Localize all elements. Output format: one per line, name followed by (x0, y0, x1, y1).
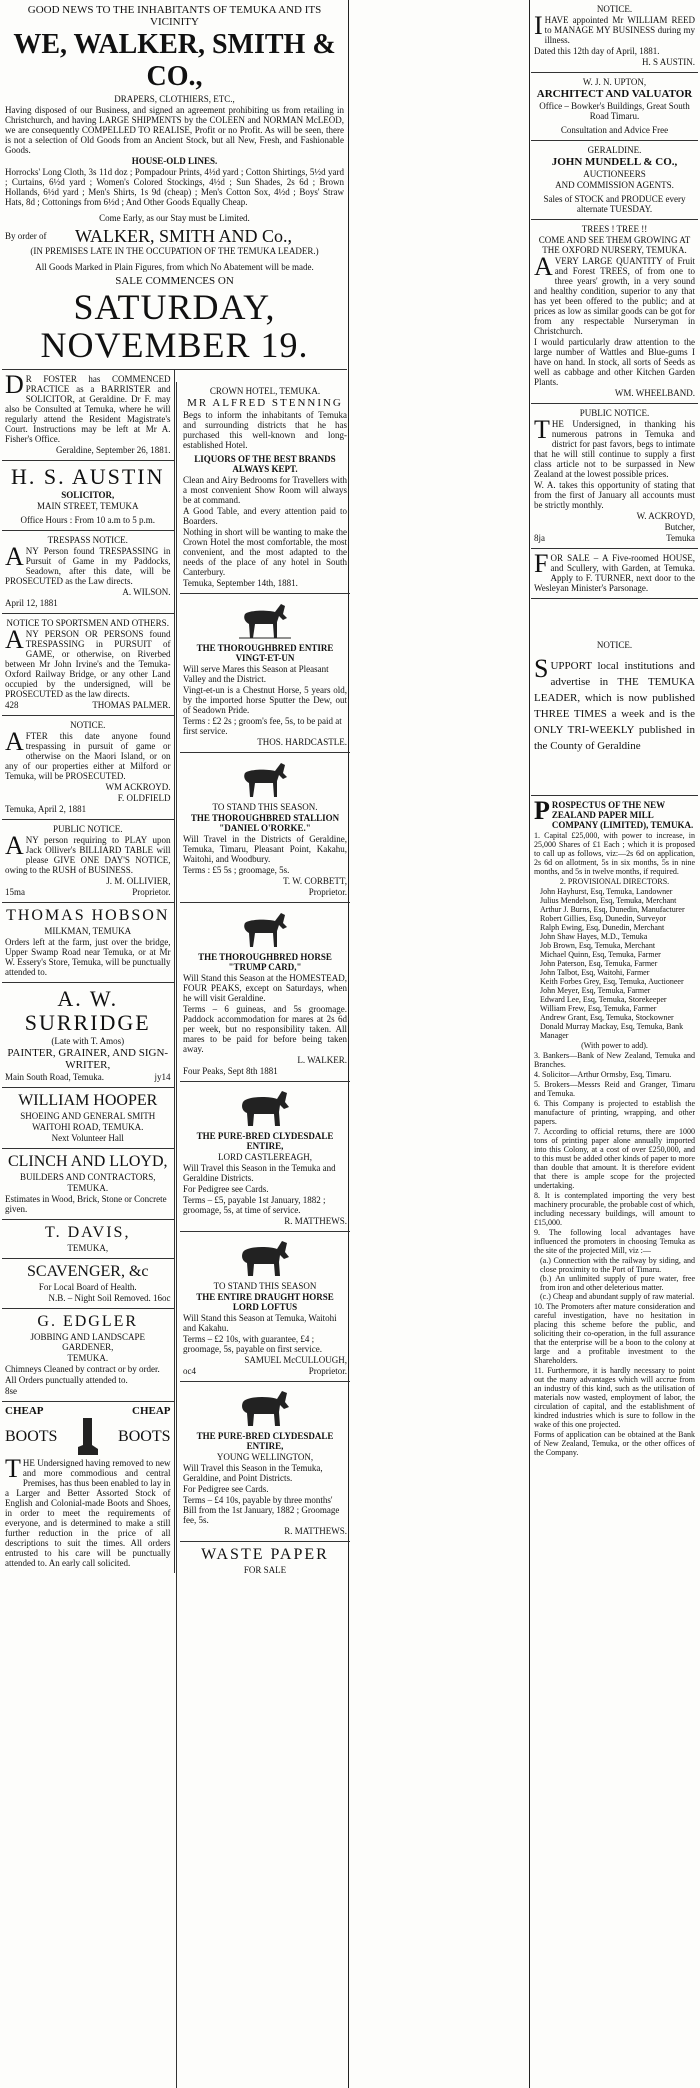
advertiser-name: T. DAVIS, (45, 1224, 131, 1241)
advert-body: Nothing in short will be wanting to make the Crown Hotel the most comfortable, the most convenient, and the most adapted to the needs of the place of any hotel in South Canterbury. (183, 527, 347, 577)
prospectus-clause: 2. PROVISIONAL DIRECTORS. (559, 877, 670, 886)
advert-body: Clean and Airy Bedrooms for Travellers with a most convenient Show Room will always be at command. (183, 475, 347, 505)
sale-heading: SALE COMMENCES ON (115, 275, 234, 287)
office-hours: Office Hours : From 10 a.m to 5 p.m. (20, 515, 156, 525)
notice-signature: THOMAS PALMER. (92, 700, 171, 710)
advert-body: Begs to inform the inhabitants of Temuka and surrounding districts that he has purchased this well-known and long-established Hotel. (183, 410, 347, 450)
trump-card-advert (180, 903, 350, 1082)
notice-title: PUBLIC NOTICE. (579, 408, 650, 418)
advert-signature: L. WALKER. (297, 1055, 347, 1065)
prospectus-clause: 9. The following local advantages have influenced the promoters in choosing Temuka as the site of the projected Mill, viz :— (534, 1228, 695, 1255)
notice-role: Proprietor. (132, 887, 171, 897)
advert-body: All Orders punctually attended to. (5, 1375, 128, 1385)
advert-role: Proprietor. (308, 1366, 347, 1376)
draught-horse-icon (237, 1238, 293, 1278)
scavenger-advert (2, 1259, 174, 1309)
horse-title: THE THOROUGHBRED ENTIRE VINGT-ET-UN (196, 643, 334, 663)
subcolumn-a (2, 370, 175, 1573)
sale-date: SATURDAY, NOVEMBER 19. (40, 287, 309, 365)
boots-heading: BOOTS (118, 1428, 171, 1445)
director-item: Michael Quinn, Esq, Temuka, Farmer (540, 950, 661, 959)
waste-title: WASTE PAPER (201, 1546, 329, 1563)
architect-title: ARCHITECT AND VALUATOR (536, 88, 693, 100)
notice-date: Dated this 12th day of April, 1881. (534, 46, 660, 56)
notice-footer (5, 700, 171, 710)
scavenger-title: SCAVENGER, &c (27, 1263, 149, 1280)
austin-advert (2, 461, 174, 531)
director-item: William Frew, Esq, Temuka, Farmer (540, 1004, 657, 1013)
prospectus-clause: 7. According to official returns, there are 1000 tons of printing paper alone annually imported into this Colony, at a cost of over £250,000, and to this must be added other kinds of paper to more than double that amount. It is therefore evident that there is ample scope for the projected undertaking. (534, 1127, 695, 1190)
advert-signature: THOS. HARDCASTLE. (257, 737, 347, 747)
painter-late: (Late with T. Amos) (51, 1036, 125, 1046)
notice-body: ANY PERSON OR PERSONS found TRESPASSING in PURSUIT of GAME, or otherwise, on Riverbed between Mr John Irvine's and the Temuka-Oxford Railway Bridge, or any other Land occupied by the undersigned, will be PROSECUTED as the law directs. (5, 625, 171, 699)
boots-heading-row (5, 1405, 171, 1417)
temuka-leader-notice (531, 599, 698, 796)
director-item: Job Brown, Esq, Temuka, Merchant (540, 941, 656, 950)
order-label: By order of (5, 231, 47, 241)
prospectus-title: PROSPECTUS OF THE NEW ZEALAND PAPER MILL COMPANY (LIMITED), TEMUKA. (534, 796, 694, 830)
prospectus-clause: 5. Brokers—Messrs Reid and Granger, Timaru and Temuka. (534, 1080, 695, 1098)
advert-body: Will Travel this Season in the Temuka, Geraldine, and Point Districts. (183, 1463, 323, 1483)
advert-signature: WM. WHEELBAND. (614, 388, 695, 398)
surridge-advert (2, 983, 174, 1088)
advert-date: Four Peaks, Sept 8th 1881 (183, 1066, 278, 1076)
prospectus-clause: 1. Capital £25,000, with power to increase, in 25,000 Shares of £1 Each ; which it is proposed to call up as follows, viz:—2s 6d on application, 2s 6d on allotment, 5s in six months, 5s in nine months, and 5s in twelve months, if required. (534, 831, 695, 876)
advert-date: Geraldine, September 26, 1881. (56, 445, 171, 455)
daniel-ororke-advert (180, 753, 350, 903)
nursery-title: COME AND SEE THEM GROWING AT THE OXFORD NURSERY, TEMUKA. (538, 235, 691, 255)
lord-castlereagh-advert (180, 1082, 350, 1232)
notice-footer (5, 887, 171, 897)
notice-title: NOTICE. (596, 640, 633, 650)
paper-mill-prospectus (531, 796, 698, 1462)
auctioneer-name: JOHN MUNDELL & CO., (551, 156, 678, 168)
lord-loftus-advert (180, 1232, 350, 1382)
builder-name: CLINCH AND LLOYD, (7, 1153, 168, 1170)
horse-title: THE THOROUGHBRED STALLION "DANIEL O'RORKE." (190, 813, 340, 833)
director-item: Edward Lee, Esq, Temuka, Storekeeper (540, 995, 667, 1004)
boot-icon (77, 1417, 99, 1457)
hotel-liquors: LIQUORS OF THE BEST BRANDS ALWAYS KEPT. (194, 454, 336, 474)
director-item: Keith Forbes Grey, Esq, Temuka, Auctioneer (540, 977, 684, 986)
prospectus-clause: 6. This Company is projected to establish the manufacture of printing, wrapping, and other papers. (534, 1099, 695, 1126)
notice-signature: H. S AUSTIN. (641, 57, 695, 67)
advert-terms: Terms – £5, payable 1st January, 1882 ; groomage, 5s, at time of service. (183, 1195, 326, 1215)
column-middle (176, 382, 350, 2088)
stand-heading: TO STAND THIS SEASON. (212, 802, 318, 812)
notice-body: THE Undersigned, in thanking his numerous patrons in Temuka and district for past favors, begs to intimate that he will still continue to supply a first class article not to be surpassed in New Zealand at the lowest possible prices. (534, 415, 695, 479)
horse-name: LORD CASTLEREAGH, (218, 1152, 312, 1162)
smith-name: WILLIAM HOOPER (18, 1092, 158, 1109)
director-item: Robert Gillies, Esq, Dunedin, Surveyor (540, 914, 666, 923)
boots-heading-row (5, 1417, 171, 1457)
advert-terms: Terms : £5 5s ; groomage, 5s. (183, 865, 290, 875)
advert-terms: Terms – £4 10s, payable by three months' Bill from the 1st January, 1882 ; Groomage fee, 5s. (183, 1495, 340, 1525)
horse-title: THE ENTIRE DRAUGHT HORSE LORD LOFTUS (196, 1292, 334, 1312)
hotel-title: CROWN HOTEL, TEMUKA. (209, 386, 321, 396)
young-wellington-advert (180, 1382, 350, 1542)
price-list: Horrocks' Long Cloth, 3s 11d doz ; Pompadour Prints, 4½d yard ; Cotton Shirtings, 5½d yard ; Curtains, 6½d yard ; Women's Colored Stockings, 4½d ; Sun Shades, 2s 6d ; Brown Hollands, 6½d yard ; Men's Shirts, 1s 9d (cheap) ; Men's Cotton Sox, 4½d ; Boys' Straw Hats, 8d ; Cottonings from 6½d ; And Other Goods Equally Cheap. (5, 167, 344, 207)
notice-title: NOTICE. (70, 720, 106, 730)
advert-body: Estimates in Wood, Brick, Stone or Concrete given. (5, 1194, 167, 1214)
director-item: Arthur J. Burns, Esq, Dunedin, Manufacturer (540, 905, 685, 914)
notice-title: NOTICE. (596, 4, 633, 14)
column-right (531, 0, 698, 2088)
davis-advert (2, 1220, 174, 1259)
crown-hotel-advert (180, 382, 350, 594)
advert-body: Will Travel in the Districts of Geraldine, Temuka, Timaru, Pleasant Point, Kakahu, Waitohi, and Woodbury. (183, 834, 347, 864)
upton-advert (531, 73, 698, 141)
billiard-notice (2, 820, 174, 903)
scavenger-note: N.B. – Night Soil Removed. 16oc (48, 1293, 171, 1303)
waste-paper-advert (180, 1542, 350, 1580)
advert-number: 8se (5, 1386, 17, 1396)
premises-note: (IN PREMISES LATE IN THE OCCUPATION OF THE TEMUKA LEADER.) (30, 246, 319, 256)
prospectus-clause: (a.) Connection with the railway by siding, and close proximity to the Port of Timaru. (540, 1256, 695, 1274)
builder-town: TEMUKA. (67, 1183, 109, 1193)
solicitor-address: MAIN STREET, TEMUKA (37, 501, 139, 511)
boots-heading: CHEAP (5, 1405, 44, 1417)
boots-advert (2, 1402, 174, 1573)
director-item: John Meyer, Esq, Temuka, Farmer (540, 986, 651, 995)
notice-town: Temuka (666, 533, 695, 543)
gardener-trade: JOBBING AND LANDSCAPE GARDENER, (30, 1332, 145, 1352)
painter-trade: PAINTER, GRAINER, AND SIGN-WRITER, (7, 1047, 169, 1071)
advert-heading: GOOD NEWS TO THE INHABITANTS OF TEMUKA AND ITS VICINITY (27, 4, 322, 28)
austin-management-notice (531, 0, 698, 73)
notice-signature: WM ACKROYD. (105, 782, 171, 792)
painter-name: A. W. SURRIDGE (24, 986, 151, 1035)
advert-date: Temuka, September 14th, 1881. (183, 578, 298, 588)
notice-body: AFTER this date anyone found trespassing in pursuit of game or otherwise on the Maori Island, or on any of our properties either at Milford or Temuka, will be PROSECUTED. (5, 727, 171, 781)
order-line (5, 227, 344, 245)
advert-body: Chimneys Cleaned by contract or by order. (5, 1364, 160, 1374)
advert-note: Come Early, as our Stay must be Limited. (99, 213, 250, 223)
horse-title: THE PURE-BRED CLYDESDALE ENTIRE, (196, 1131, 334, 1151)
notice-role: Butcher, (664, 522, 695, 532)
director-item: Donald Murray Mackay, Esq, Temuka, Bank Manager (540, 1022, 684, 1040)
notice-signature: F. OLDFIELD (117, 793, 171, 803)
painter-address-line (5, 1072, 171, 1082)
column-rule (529, 0, 530, 2088)
notice-number: 428 (5, 700, 19, 710)
hobson-advert (2, 903, 174, 983)
notice-date: April 12, 1881 (5, 598, 58, 608)
waste-sub: FOR SALE (243, 1565, 287, 1575)
director-item: John Hayhurst, Esq, Temuka, Landowner (540, 887, 673, 896)
notice-footer (534, 533, 695, 543)
architect-office: Office – Bowker's Buildings, Great South Road Timaru. (539, 101, 690, 121)
prospectus-clause: (With power to add). (581, 1041, 648, 1050)
prospectus-clause: 3. Bankers—Bank of New Zealand, Temuka and Branches. (534, 1051, 695, 1069)
advertiser-town: TEMUKA, (67, 1243, 109, 1253)
pricing-note: All Goods Marked in Plain Figures, from which No Abatement will be made. (35, 262, 314, 272)
advert-role: Proprietor. (308, 887, 347, 897)
painter-address: Main South Road, Temuka. (5, 1072, 104, 1082)
advert-body: FOR SALE – A Five-roomed HOUSE, and Scullery, with Garden, at Temuka. Apply to F. TURNER, next door to the Wesleyan Minister's Parsonage. (534, 549, 695, 593)
firm-trade: DRAPERS, CLOTHIERS, ETC., (114, 94, 235, 104)
boots-heading: CHEAP (132, 1405, 171, 1417)
director-item: Ralph Ewing, Esq, Dunedin, Merchant (540, 923, 665, 932)
advert-number: jy14 (154, 1072, 171, 1082)
solicitor-name: H. S. AUSTIN (10, 464, 165, 489)
notice-body: ANY person requiring to PLAY upon Jack Olliver's BILLIARD TABLE will please GIVE ONE DAY'S NOTICE, owing to the RUSH of BUSINESS. (5, 831, 171, 875)
notice-title: TRESPASS NOTICE. (47, 535, 128, 545)
horse-icon (237, 909, 293, 949)
nursery-trees: TREES ! TREE !! (581, 224, 648, 234)
advert-body: Will Stand this Season at Temuka, Waitohi and Kakahu. (183, 1313, 337, 1333)
firm-name: WE, WALKER, SMITH & CO., (13, 29, 336, 92)
advert-signature: SAMUEL McCULLOUGH, (244, 1355, 347, 1365)
notice-number: 15ma (5, 887, 25, 897)
notice-signature: W. ACKROYD, (636, 511, 695, 521)
notice-title: NOTICE TO SPORTSMEN AND OTHERS. (6, 618, 169, 628)
prospectus-clause: 11. Furthermore, it is hardly necessary to point out the many advantages which will accrue from an industry of this kind, such as the utilisation of materials now wasted, employment of labor, the circulation of capital, and the establishment of kindred industries which is sure to follow in the wake of this one projected. (534, 1366, 695, 1429)
advert-body: A Good Table, and every attention paid to Boarders. (183, 506, 347, 526)
draught-horse-icon (237, 1388, 293, 1428)
hooper-advert (2, 1088, 174, 1149)
advert-body: Vingt-et-un is a Chestnut Horse, 5 years old, by the imported horse Sputter the Dew, out of Seadown Pride. (183, 685, 347, 715)
gardener-name: G. EDGLER (37, 1313, 139, 1330)
sportsmen-notice (2, 614, 174, 716)
director-item: John Talbot, Esq, Waitohi, Farmer (540, 968, 650, 977)
smith-location: Next Volunteer Hall (51, 1133, 124, 1143)
mundell-advert (531, 141, 698, 220)
prospectus-clause: 10. The Promoters after mature consideration and careful investigation, have no hesitation in placing this scheme before the public, and soliciting their co-operation, in the full assurance that the enterprise will be a boon to the colony at large and a profitable investment to the Shareholders. (534, 1302, 695, 1365)
advert-terms: Terms – £2 10s, with guarantee, £4 ; groomage, 5s, payable on first service. (183, 1334, 322, 1354)
advert-body: AVERY LARGE QUANTITY of Fruit and Forest TREES, of from one to three years' growth, in a very sound and healthy condition, superior to any that has yet been offered to the public; and at prices as low as similar goods can be got for from any respectable Nurseryman in Christchurch. (534, 252, 695, 336)
notice-signature: A. WILSON. (122, 587, 171, 597)
solicitor-role: SOLICITOR, (61, 490, 115, 500)
advert-footer (183, 1366, 347, 1376)
auctioneer-role: AUCTIONEERS (583, 169, 646, 179)
horse-title: THE THOROUGHBRED HORSE "TRUMP CARD," (198, 952, 332, 972)
advert-pedigree: For Pedigree see Cards. (183, 1184, 269, 1194)
notice-body: ANY Person found TRESPASSING in Pursuit of Game in my Paddocks, Seadown, after this date, will be PROSECUTED as the Law directs. (5, 542, 171, 586)
advert-body: Having disposed of our Business, and signed an agreement prohibiting us from retailing in Christchurch, and having LARGE SHIPMENTS by the COLEEN and NORMAN McLEOD, we are consequently COMPELLED TO REALISE, Profit or no Profit. As will be seen, there is not a selection of Old Goods from an Ancient Stock, but all New, Fresh, and Fashionable Goods. (5, 105, 344, 155)
advert-body: DR FOSTER has COMMENCED PRACTICE as a BARRISTER and SOLICITOR, at Geraldine. Dr F. may also be Consulted at Temuka, where he will regularly attend the Resident Magistrate's Court. Instructions may be left at Mr A. Fisher's Office. (5, 370, 171, 444)
horse-name: YOUNG WELLINGTON, (216, 1452, 314, 1462)
notice-signature: J. M. OLLIVIER, (106, 876, 171, 886)
advert-terms: Terms : £2 2s ; groom's fee, 5s, to be paid at first service. (183, 716, 342, 736)
director-item: Andrew Grant, Esq, Temuka, Stockowner (540, 1013, 674, 1022)
notice-number: 8ja (534, 533, 545, 543)
smith-address: WAITOHI ROAD, TEMUKA. (32, 1122, 144, 1132)
advert-body: Will Stand this Season at the HOMESTEAD, FOUR PEAKS, except on Saturdays, when he will visit Geraldine. (183, 973, 347, 1003)
trespass-notice (2, 531, 174, 614)
hotel-proprietor: MR ALFRED STENNING (187, 397, 343, 409)
director-item: Julius Mendelson, Esq, Temuka, Merchant (540, 896, 677, 905)
architect-consult: Consultation and Advice Free (560, 125, 669, 135)
advert-signature: T. W. CORBETT, (283, 876, 347, 886)
builder-trade: BUILDERS AND CONTRACTORS, (19, 1172, 156, 1182)
advert-subheading: HOUSE-OLD LINES. (131, 156, 218, 166)
maori-island-notice (2, 716, 174, 820)
stand-heading: TO STAND THIS SEASON (213, 1281, 317, 1291)
horse-icon (237, 759, 293, 799)
edgler-advert (2, 1309, 174, 1402)
vingt-et-un-advert (180, 594, 350, 753)
director-item: John Shaw Hayes, M.D., Temuka (540, 932, 648, 941)
prospectus-clause: (b.) An unlimited supply of pure water, free from iron and other deleterious matter. (540, 1274, 695, 1292)
advert-pedigree: For Pedigree see Cards. (183, 1484, 269, 1494)
auctioneer-role: AND COMMISSION AGENTS. (555, 180, 674, 190)
advert-signature: R. MATTHEWS. (284, 1216, 347, 1226)
advert-body: Will Travel this Season in the Temuka and Geraldine Districts. (183, 1163, 336, 1183)
advert-number: oc4 (183, 1366, 196, 1376)
firm-signature: WALKER, SMITH AND Co., (75, 226, 293, 246)
scavenger-for: For Local Board of Health. (38, 1282, 137, 1292)
oxford-nursery-advert (531, 220, 698, 404)
advert-body: Will serve Mares this Season at Pleasant Valley and the District. (183, 664, 329, 684)
milkman-name: THOMAS HOBSON (6, 907, 170, 924)
advert-body: Orders left at the farm, just over the bridge, Upper Swamp Road near Temuka, or at Mr W. Essery's Store, Temuka, will be punctually attended to. (5, 937, 171, 977)
prospectus-clause: (c.) Cheap and abundant supply of raw material. (540, 1292, 695, 1301)
notice-date: Temuka, April 2, 1881 (5, 804, 87, 814)
notice-body: IHAVE appointed Mr WILLIAM REED to MANAGE MY BUSINESS during my illness. (534, 11, 695, 45)
architect-name: W. J. N. UPTON, (582, 77, 647, 87)
gardener-town: TEMUKA. (67, 1353, 109, 1363)
advert-body: THE Undersigned having removed to new and more commodious and central Premises, has thus been enabled to lay in a Larger and Better Assorted Stock of English and Colonial-made Boots and Shoes, in order to meet the requirements of everyone, and is determined to make a still further reduction in the price of all descriptions to suit the times. All orders entrusted to his care will be punctually attended to. An early call solicited. (5, 1454, 171, 1568)
notice-body: SUPPORT local institutions and advertise in THE TEMUKA LEADER, which is now published THREE TIMES a week and is the ONLY TRI-WEEKLY published in the County of Geraldine (534, 654, 695, 752)
prospectus-clause: Forms of application can be obtained at the Bank of New Zealand, Temuka, or the other offices of the Company. (534, 1430, 695, 1457)
draught-horse-icon (237, 1088, 293, 1128)
advert-body: I would particularly draw attention to the large number of Wattles and Blue-gums I have on hand. In stock, all sorts of Seeds as well as cabbage and other Kitchen Garden Plants. (534, 337, 695, 387)
notice-body: W. A. takes this opportunity of stating that from the first of January all accounts must be strictly monthly. (534, 480, 695, 510)
butcher-notice (531, 404, 698, 549)
prospectus-clause: 8. It is contemplated importing the very best machinery procurable, the probable cost of which, including necessary buildings, will amount to £15,000. (534, 1191, 695, 1227)
advert-body: Sales of STOCK and PRODUCE every alternate TUESDAY. (543, 194, 686, 214)
foster-advert (2, 370, 174, 461)
walker-smith-advert (2, 0, 347, 370)
director-list (534, 887, 695, 1040)
boots-heading: BOOTS (5, 1428, 58, 1445)
horse-title: THE PURE-BRED CLYDESDALE ENTIRE, (196, 1431, 334, 1451)
smith-trade: SHOEING AND GENERAL SMITH (20, 1111, 156, 1121)
milkman-role: MILKMAN, TEMUKA (44, 926, 132, 936)
advert-terms: Terms – 6 guineas, and 5s groomage. Paddock accommodation for mares at 2s 6d per week, but no responsibility taken. All mares to be paid for before being taken away. (183, 1004, 347, 1054)
notice-title: PUBLIC NOTICE. (53, 824, 123, 834)
prospectus-clause: 4. Solicitor—Arthur Ormsby, Esq, Timaru. (534, 1070, 672, 1079)
advert-signature: R. MATTHEWS. (284, 1526, 347, 1536)
clinch-lloyd-advert (2, 1149, 174, 1220)
auctioneer-town: GERALDINE. (587, 145, 642, 155)
horse-icon (237, 600, 293, 640)
director-item: John Paterson, Esq, Temuka, Farmer (540, 959, 658, 968)
house-for-sale-advert (531, 549, 698, 599)
